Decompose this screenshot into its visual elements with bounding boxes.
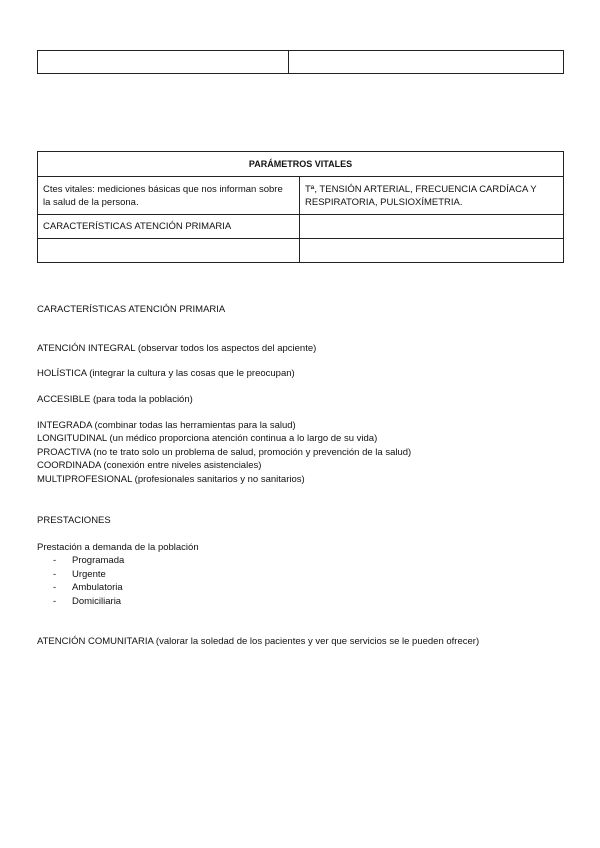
bullet-marker: - bbox=[53, 582, 57, 593]
bullet-marker: - bbox=[53, 569, 57, 580]
table-cell bbox=[300, 177, 564, 215]
text-proactiva: PROACTIVA (no te trato solo un problema de salud, promoción y prevención de la salud) bbox=[37, 447, 412, 458]
list-item bbox=[53, 554, 124, 567]
section-title-caracteristicas: CARACTERÍSTICAS ATENCIÓN PRIMARIA bbox=[37, 304, 226, 315]
cell-line: la salud de la persona. bbox=[43, 196, 139, 208]
text-holistica: HOLÍSTICA (integrar la cultura y las cosas que le preocupan) bbox=[37, 368, 295, 379]
table-cell: CARACTERÍSTICAS ATENCIÓN PRIMARIA bbox=[38, 215, 300, 239]
bullet-marker: - bbox=[53, 596, 57, 607]
cell-line: Tª, TENSIÓN ARTERIAL, FRECUENCIA CARDÍACA Y bbox=[305, 183, 537, 195]
table-cell bbox=[289, 51, 564, 74]
list-item bbox=[53, 568, 106, 581]
vital-parameters-table bbox=[37, 151, 564, 263]
text-atencion-integral: ATENCIÓN INTEGRAL (observar todos los aspectos del apciente) bbox=[37, 343, 317, 354]
list-item-label: Domiciliaria bbox=[72, 596, 122, 607]
text-integrada: INTEGRADA (combinar todas las herramientas para la salud) bbox=[37, 420, 296, 431]
text-accesible: ACCESIBLE (para toda la población) bbox=[37, 394, 193, 405]
cell-line: RESPIRATORIA, PULSIOXÍMETRIA. bbox=[305, 196, 463, 208]
top-empty-table bbox=[37, 50, 564, 74]
section-title-prestaciones: PRESTACIONES bbox=[37, 515, 111, 526]
text-multiprofesional: MULTIPROFESIONAL (profesionales sanitarios y no sanitarios) bbox=[37, 474, 305, 485]
table-header: PARÁMETROS VITALES bbox=[38, 152, 564, 177]
cell-line: Ctes vitales: mediciones básicas que nos informan sobre bbox=[43, 183, 283, 195]
text-coordinada: COORDINADA (conexión entre niveles asistenciales) bbox=[37, 460, 262, 471]
table-row bbox=[38, 177, 564, 215]
bullet-marker: - bbox=[53, 555, 57, 566]
text-prestacion-demanda: Prestación a demanda de la población bbox=[37, 542, 199, 553]
list-item-label: Urgente bbox=[72, 569, 106, 580]
table-cell bbox=[38, 239, 300, 263]
list-item bbox=[53, 595, 121, 608]
list-item bbox=[53, 581, 123, 594]
text-atencion-comunitaria: ATENCIÓN COMUNITARIA (valorar la soledad de los pacientes y ver que servicios se le pueden ofrecer) bbox=[37, 636, 480, 647]
table-cell bbox=[300, 215, 564, 239]
table-row bbox=[38, 239, 564, 263]
table-row bbox=[38, 215, 564, 239]
table-cell bbox=[38, 51, 289, 74]
table-header-row bbox=[38, 152, 564, 177]
list-item-label: Programada bbox=[72, 555, 125, 566]
table-cell bbox=[300, 239, 564, 263]
text-longitudinal: LONGITUDINAL (un médico proporciona atención continua a lo largo de su vida) bbox=[37, 433, 378, 444]
list-item-label: Ambulatoria bbox=[72, 582, 123, 593]
table-cell bbox=[38, 177, 300, 215]
table-row bbox=[38, 51, 564, 74]
